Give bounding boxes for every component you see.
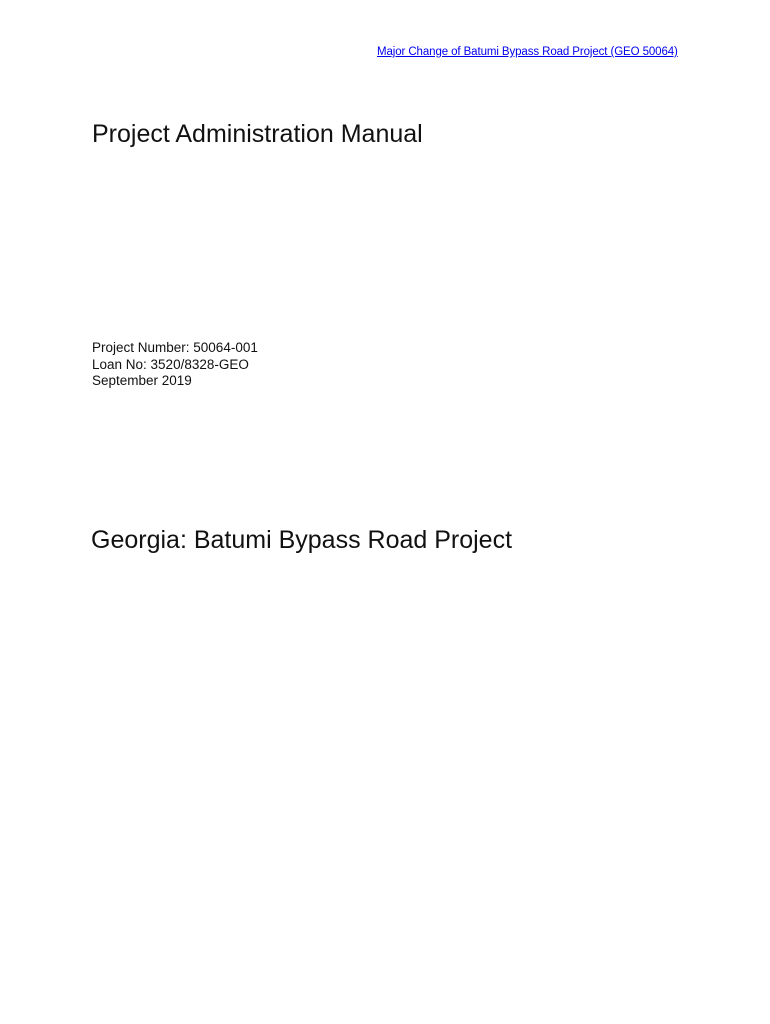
project-title: Georgia: Batumi Bypass Road Project: [91, 526, 513, 554]
document-date: September 2019: [92, 373, 192, 388]
document-title: Project Administration Manual: [92, 120, 423, 148]
loan-number: Loan No: 3520/8328-GEO: [92, 356, 249, 372]
project-number: Project Number: 50064-001: [92, 340, 258, 355]
major-change-link[interactable]: Major Change of Batumi Bypass Road Project (GEO 50064): [377, 46, 678, 58]
project-meta: [92, 340, 258, 390]
